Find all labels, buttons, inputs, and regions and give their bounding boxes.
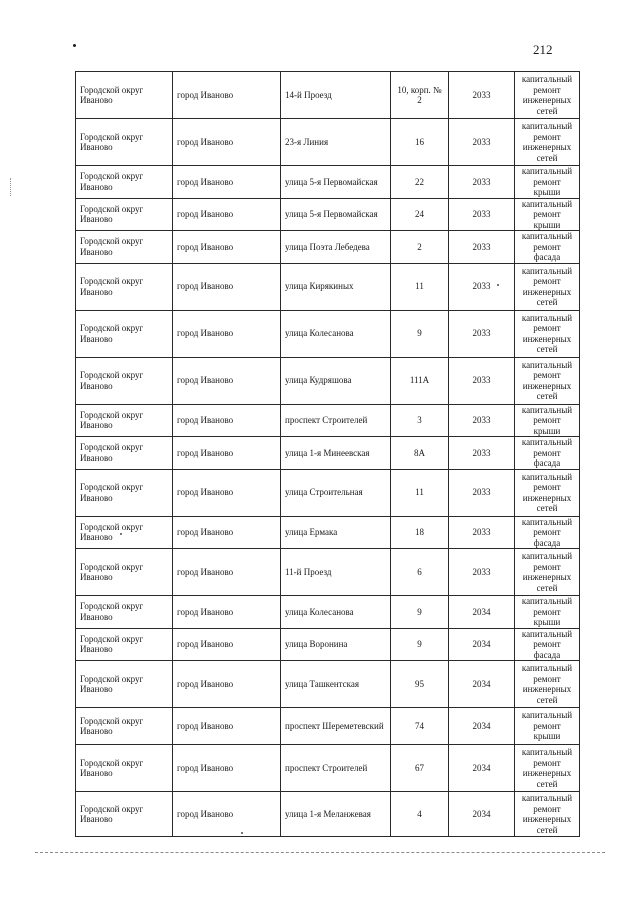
bullet-mark: [73, 44, 76, 47]
year-cell: 2033: [449, 404, 515, 437]
table-row: [76, 549, 580, 596]
year-cell: 2033: [449, 72, 515, 119]
year-cell: 2033: [449, 166, 515, 199]
street-cell: проспект Строителей: [281, 745, 391, 792]
street-cell: 11-й Проезд: [281, 549, 391, 596]
house-cell: 9: [391, 628, 449, 661]
house-cell: 11: [391, 469, 449, 516]
settlement-cell: город Иваново: [173, 661, 281, 708]
table-row: [76, 469, 580, 516]
municipality-cell: Городской округ Иваново: [76, 661, 173, 708]
house-cell: 4: [391, 792, 449, 837]
work-type-cell: капитальный ремонт инженерных сетей: [515, 310, 580, 357]
municipality-cell: Городской округ Иваново: [76, 469, 173, 516]
house-cell: 2: [391, 231, 449, 264]
street-cell: проспект Шереметевский: [281, 708, 391, 745]
year-cell: 2033: [449, 357, 515, 404]
year-cell: 2034: [449, 628, 515, 661]
house-cell: 111А: [391, 357, 449, 404]
work-type-cell: капитальный ремонт фасада: [515, 437, 580, 470]
table-row: [76, 357, 580, 404]
settlement-cell: город Иваново: [173, 596, 281, 629]
house-cell: 22: [391, 166, 449, 199]
year-cell: 2033: [449, 469, 515, 516]
year-cell: 2033: [449, 198, 515, 231]
work-type-cell: капитальный ремонт крыши: [515, 166, 580, 199]
municipality-cell: Городской округ Иваново: [76, 119, 173, 166]
settlement-cell: город Иваново: [173, 404, 281, 437]
house-cell: 16: [391, 119, 449, 166]
house-cell: 6: [391, 549, 449, 596]
margin-scan-mark: [10, 178, 17, 196]
table-row: [76, 437, 580, 470]
street-cell: улица 1-я Меланжевая: [281, 792, 391, 837]
scan-dot: [497, 284, 499, 286]
year-cell: 2033: [449, 549, 515, 596]
settlement-cell: город Иваново: [173, 708, 281, 745]
table-row: [76, 708, 580, 745]
street-cell: улица 1-я Минеевская: [281, 437, 391, 470]
table-row: [76, 263, 580, 310]
street-cell: улица Поэта Лебедева: [281, 231, 391, 264]
street-cell: улица Ташкентская: [281, 661, 391, 708]
settlement-cell: город Иваново: [173, 628, 281, 661]
municipality-cell: Городской округ Иваново: [76, 263, 173, 310]
house-cell: 95: [391, 661, 449, 708]
work-type-cell: капитальный ремонт крыши: [515, 198, 580, 231]
street-cell: улица Кирякиных: [281, 263, 391, 310]
municipality-cell: Городской округ Иваново: [76, 166, 173, 199]
house-cell: 8А: [391, 437, 449, 470]
house-cell: 3: [391, 404, 449, 437]
work-type-cell: капитальный ремонт инженерных сетей: [515, 263, 580, 310]
footer-scan-line: [35, 852, 605, 853]
house-cell: 74: [391, 708, 449, 745]
street-cell: улица Колесанова: [281, 596, 391, 629]
table-row: [76, 745, 580, 792]
work-type-cell: капитальный ремонт фасада: [515, 231, 580, 264]
year-cell: 2033: [449, 516, 515, 549]
settlement-cell: город Иваново: [173, 516, 281, 549]
settlement-cell: город Иваново: [173, 198, 281, 231]
house-cell: 18: [391, 516, 449, 549]
settlement-cell: город Иваново: [173, 549, 281, 596]
street-cell: улица Колесанова: [281, 310, 391, 357]
municipality-cell: Городской округ Иваново: [76, 404, 173, 437]
settlement-cell: город Иваново: [173, 745, 281, 792]
table-row: [76, 404, 580, 437]
settlement-cell: город Иваново: [173, 357, 281, 404]
year-cell: 2034: [449, 792, 515, 837]
house-cell: 24: [391, 198, 449, 231]
table-row: [76, 310, 580, 357]
table-row: [76, 661, 580, 708]
year-cell: 2034: [449, 745, 515, 792]
municipality-cell: Городской округ Иваново: [76, 516, 173, 549]
repair-schedule-table: [75, 71, 580, 837]
settlement-cell: город Иваново: [173, 792, 281, 837]
street-cell: улица 5-я Первомайская: [281, 198, 391, 231]
municipality-cell: Городской округ Иваново: [76, 198, 173, 231]
page-number: 212: [533, 42, 553, 57]
work-type-cell: капитальный ремонт инженерных сетей: [515, 72, 580, 119]
work-type-cell: капитальный ремонт крыши: [515, 596, 580, 629]
scan-dot: [120, 533, 122, 535]
street-cell: улица Воронина: [281, 628, 391, 661]
table-row: [76, 166, 580, 199]
settlement-cell: город Иваново: [173, 119, 281, 166]
scan-dot: [241, 832, 243, 834]
street-cell: улица 5-я Первомайская: [281, 166, 391, 199]
municipality-cell: Городской округ Иваново: [76, 745, 173, 792]
municipality-cell: Городской округ Иваново: [76, 310, 173, 357]
house-cell: 9: [391, 310, 449, 357]
work-type-cell: капитальный ремонт фасада: [515, 516, 580, 549]
settlement-cell: город Иваново: [173, 72, 281, 119]
table-body: [76, 72, 580, 837]
table-row: [76, 792, 580, 837]
settlement-cell: город Иваново: [173, 263, 281, 310]
house-cell: 11: [391, 263, 449, 310]
year-cell: 2034: [449, 596, 515, 629]
table-row: [76, 198, 580, 231]
settlement-cell: город Иваново: [173, 437, 281, 470]
work-type-cell: капитальный ремонт инженерных сетей: [515, 469, 580, 516]
municipality-cell: Городской округ Иваново: [76, 231, 173, 264]
municipality-cell: Городской округ Иваново: [76, 792, 173, 837]
year-cell: 2033: [449, 437, 515, 470]
table-row: [76, 231, 580, 264]
street-cell: улица Строительная: [281, 469, 391, 516]
work-type-cell: капитальный ремонт инженерных сетей: [515, 549, 580, 596]
municipality-cell: Городской округ Иваново: [76, 357, 173, 404]
settlement-cell: город Иваново: [173, 231, 281, 264]
municipality-cell: Городской округ Иваново: [76, 72, 173, 119]
table-row: [76, 516, 580, 549]
table-row: [76, 72, 580, 119]
settlement-cell: город Иваново: [173, 469, 281, 516]
settlement-cell: город Иваново: [173, 310, 281, 357]
table-row: [76, 119, 580, 166]
work-type-cell: капитальный ремонт инженерных сетей: [515, 792, 580, 837]
street-cell: проспект Строителей: [281, 404, 391, 437]
street-cell: улица Кудряшова: [281, 357, 391, 404]
year-cell: 2034: [449, 708, 515, 745]
municipality-cell: Городской округ Иваново: [76, 549, 173, 596]
house-cell: 10, корп. № 2: [391, 72, 449, 119]
year-cell: 2033: [449, 263, 515, 310]
work-type-cell: капитальный ремонт инженерных сетей: [515, 119, 580, 166]
house-cell: 9: [391, 596, 449, 629]
municipality-cell: Городской округ Иваново: [76, 596, 173, 629]
work-type-cell: капитальный ремонт крыши: [515, 404, 580, 437]
municipality-cell: Городской округ Иваново: [76, 628, 173, 661]
year-cell: 2034: [449, 661, 515, 708]
street-cell: 23-я Линия: [281, 119, 391, 166]
municipality-cell: Городской округ Иваново: [76, 437, 173, 470]
work-type-cell: капитальный ремонт инженерных сетей: [515, 357, 580, 404]
table-row: [76, 596, 580, 629]
year-cell: 2033: [449, 119, 515, 166]
municipality-cell: Городской округ Иваново: [76, 708, 173, 745]
street-cell: улица Ермака: [281, 516, 391, 549]
house-cell: 67: [391, 745, 449, 792]
work-type-cell: капитальный ремонт фасада: [515, 628, 580, 661]
table-row: [76, 628, 580, 661]
work-type-cell: капитальный ремонт инженерных сетей: [515, 745, 580, 792]
work-type-cell: капитальный ремонт инженерных сетей: [515, 661, 580, 708]
street-cell: 14-й Проезд: [281, 72, 391, 119]
year-cell: 2033: [449, 310, 515, 357]
work-type-cell: капитальный ремонт крыши: [515, 708, 580, 745]
year-cell: 2033: [449, 231, 515, 264]
settlement-cell: город Иваново: [173, 166, 281, 199]
